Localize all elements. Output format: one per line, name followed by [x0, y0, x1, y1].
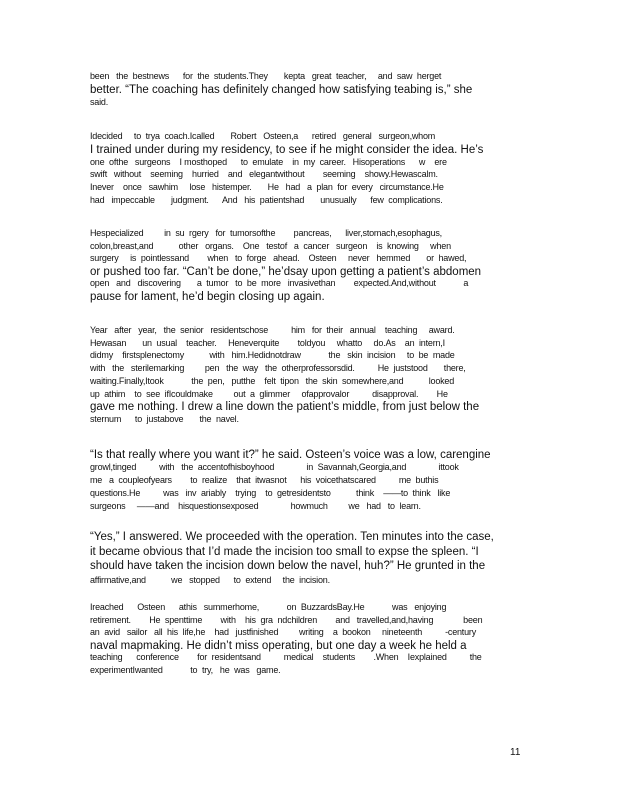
text-line: swift without seeming hurried and elegantwithout seeming showy.Hewascalm.	[90, 169, 438, 180]
text-line: pause for lament, he’d begin closing up again.	[90, 291, 325, 303]
text-line: sternum to justabove the navel.	[90, 413, 239, 424]
text-line: had impeccable judgment. And his patientshad unusually few complications.	[90, 195, 443, 205]
text-line: naval mapmaking. He didn’t miss operating, but one day a week he held a	[90, 639, 467, 652]
text-line: “Yes,” I answered. We proceeded with the operation. Ten minutes into the case,	[90, 531, 494, 543]
text-line: it became obvious that I’d made the incision too small to expse the spleen. “I	[90, 545, 479, 558]
text-line: Ireached Osteen athis summerhome, on BuzzardsBay.He was enjoying	[90, 602, 447, 612]
text-line: “Is that really where you want it?” he said. Osteen’s voice was a low, carengine	[90, 449, 491, 461]
text-line: growl,tinged with the accentofhisboyhood in Savannah,Georgia,and ittook	[90, 462, 459, 472]
text-line: an avid sailor all his life,he had justfinished writing a bookon nineteenth -century	[90, 627, 477, 638]
text-line: me a coupleofyears to realize that itwasnot his voicethatscared me buthis	[90, 475, 439, 485]
page-number: 11	[510, 747, 521, 758]
text-line: one ofthe surgeons I mosthoped to emulate in my career. Hisoperations w ere	[90, 156, 447, 167]
text-line: surgeons ——and hisquestionsexposed howmuch we had to learn.	[90, 501, 421, 511]
text-line: Idecided to trya coach.Icalled Robert Osteen,a retired general surgeon,whom	[90, 131, 436, 141]
text-line: up athim to see ifIcouldmake out a glimmer ofapprovalor disapproval. He	[90, 388, 448, 399]
text-line: didmy firstsplenectomy with him.Hedidnotdraw the skin incision to be made	[90, 350, 455, 361]
text-line: with the sterilemarking pen the way the otherprofessorsdid. He juststood there,	[90, 363, 466, 374]
text-line: affirmative,and we stopped to extend the incision.	[90, 574, 330, 585]
text-line: Hespecialized in su rgery for tumorsofthe pancreas, liver,stomach,esophagus,	[90, 228, 442, 238]
text-line: or pushed too far. “Can’t be done,” he’dsay upon getting a patient’s abdomen	[90, 265, 482, 278]
text-line: Inever once sawhim lose histemper. He had a plan for every circumstance.He	[90, 182, 444, 193]
text-line: retirement. He spenttime with his gra ndchildren and travelled,and,having been	[90, 614, 483, 625]
text-line: colon,breast,and other organs. One testof a cancer surgeon is knowing when	[90, 240, 451, 251]
text-line: said.	[90, 96, 109, 107]
text-line: I trained under during my residency, to see if he might consider the idea. He’s	[90, 143, 484, 156]
text-line: should have taken the incision down below the navel, huh?” He grunted in the	[90, 560, 486, 573]
text-line: Hewasan un usual teacher. Heneverquite toldyou whatto do.As an intern,I	[90, 337, 445, 348]
text-line: gave me nothing. I drew a line down the patient’s middle, from just below the	[90, 401, 480, 414]
text-line: experimentIwanted to try, he was game.	[90, 665, 281, 675]
text-line: better. “The coaching has definitely changed how satisfying teabing is,” she	[90, 83, 473, 96]
text-line: surgery is pointlessand when to forge ahead. Osteen never hemmed or hawed,	[90, 253, 467, 264]
text-line: open and discovering a tumor to be more invasivethan expected.And,without a	[90, 278, 469, 289]
text-line: been the bestnews for the students.They kepta great teacher, and saw herget	[90, 71, 442, 81]
text-line: questions.He was inv ariably trying to getresidentsto think ——to think like	[90, 488, 451, 498]
text-line: waiting.Finally,Itook the pen, putthe felt tipon the skin somewhere,and looked	[90, 375, 455, 386]
text-line: teaching conference for residentsand medical students .When Iexplained the	[90, 652, 482, 663]
text-line: Year after year, the senior residentschose him for their annual teaching award.	[90, 325, 455, 335]
